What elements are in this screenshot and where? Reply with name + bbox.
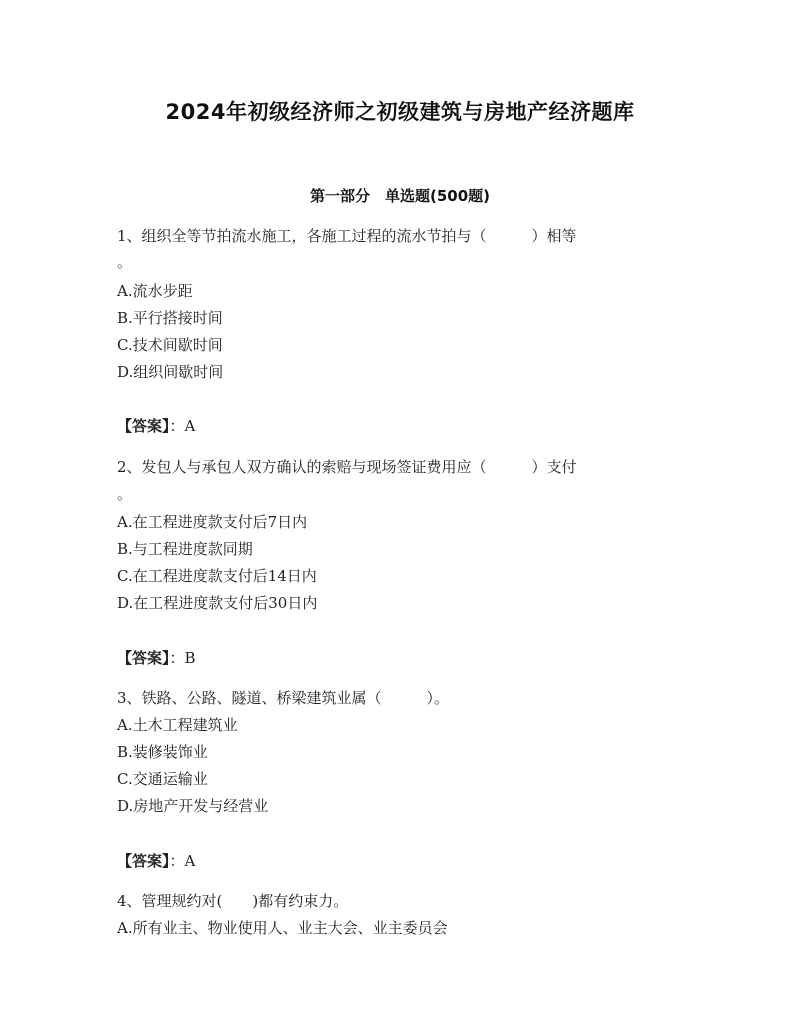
answer-value: ：A xyxy=(169,417,196,435)
answer-value: ：A xyxy=(169,852,196,870)
question-2-answer xyxy=(117,648,196,668)
question-3-option-b: B.装修装饰业 xyxy=(117,743,208,761)
document-title: 2024年初级经济师之初级建筑与房地产经济题库 xyxy=(165,100,635,124)
question-3-option-a: A.土木工程建筑业 xyxy=(117,716,238,734)
question-3-answer xyxy=(117,851,195,871)
question-2-option-c: C.在工程进度款支付后14日内 xyxy=(117,567,317,585)
question-2-option-d: D.在工程进度款支付后30日内 xyxy=(117,594,318,612)
question-2-option-b: B.与工程进度款同期 xyxy=(117,540,253,558)
question-1-option-a: A.流水步距 xyxy=(117,282,193,300)
question-2-stem: 2、发包人与承包人双方确认的索赔与现场签证费用应（ ）支付 xyxy=(117,458,577,476)
question-1-stem: 1、组织全等节拍流水施工，各施工过程的流水节拍与（ ）相等 xyxy=(117,227,577,245)
question-1-option-d: D.组织间歇时间 xyxy=(117,363,224,381)
question-3-option-d: D.房地产开发与经营业 xyxy=(117,797,269,815)
answer-value: ：B xyxy=(169,649,196,667)
question-1-option-c: C.技术间歇时间 xyxy=(117,336,223,354)
question-4-option-a: A.所有业主、物业使用人、业主大会、业主委员会 xyxy=(117,919,448,937)
answer-label: 【答案】 xyxy=(117,649,170,667)
answer-label: 【答案】 xyxy=(117,417,170,435)
question-3-stem: 3、铁路、公路、隧道、桥梁建筑业属（ ）。 xyxy=(117,689,450,707)
question-2-stem-continuation: 。 xyxy=(117,485,133,503)
section-heading: 第一部分 单选题(500题) xyxy=(309,187,491,205)
answer-label: 【答案】 xyxy=(117,852,170,870)
question-1-stem-continuation: 。 xyxy=(117,253,133,271)
question-3-option-c: C.交通运输业 xyxy=(117,770,208,788)
question-2-option-a: A.在工程进度款支付后7日内 xyxy=(117,513,308,531)
question-1-answer xyxy=(117,416,195,436)
question-1-option-b: B.平行搭接时间 xyxy=(117,309,223,327)
question-4-stem: 4、管理规约对( )都有约束力。 xyxy=(117,892,349,910)
